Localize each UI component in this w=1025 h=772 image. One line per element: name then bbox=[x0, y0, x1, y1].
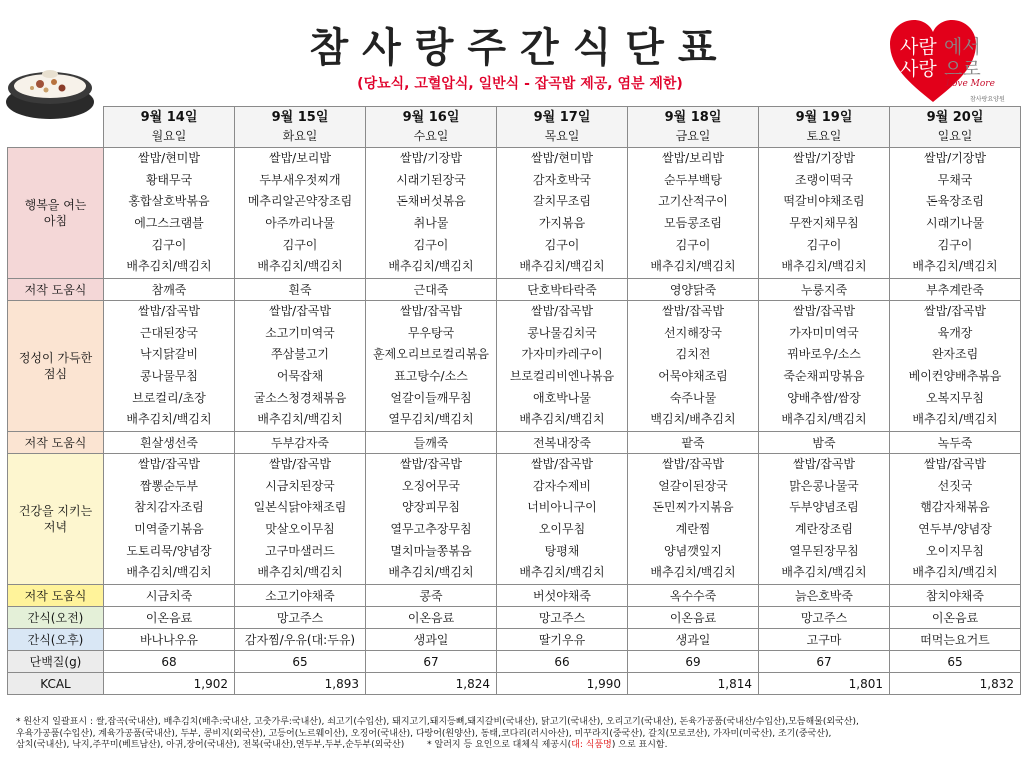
menu-item: 굴소스청경채볶음 bbox=[253, 390, 347, 405]
row-cell: 망고주스 bbox=[497, 607, 628, 629]
day-header bbox=[235, 107, 366, 148]
meal-cell bbox=[759, 301, 890, 432]
day-date: 9월 15일 bbox=[271, 110, 329, 125]
meal-cell bbox=[366, 301, 497, 432]
day-date: 9월 19일 bbox=[795, 110, 853, 125]
logo-tagline: Love More bbox=[946, 79, 995, 89]
row-label: 단백질(g) bbox=[8, 651, 104, 673]
meal-cell bbox=[235, 454, 366, 585]
menu-item: 미역줄기볶음 bbox=[134, 522, 204, 536]
menu-item: 두부양념조림 bbox=[789, 500, 859, 515]
page-subtitle: (당뇨식, 고혈압식, 일반식 - 잡곡밥 제공, 염분 제한) bbox=[357, 76, 683, 92]
row-label: KCAL bbox=[8, 673, 104, 695]
menu-item: 쌀밥/기장밥 bbox=[399, 151, 462, 166]
menu-item: 배추김치/백김치 bbox=[912, 565, 998, 580]
day-weekday: 일요일 bbox=[937, 129, 973, 143]
menu-item: 가자미미역국 bbox=[789, 325, 859, 340]
row-cell: 생과일 bbox=[366, 629, 497, 651]
menu-item: 햄감자채볶음 bbox=[920, 500, 990, 515]
menu-item: 쌀밥/잡곡밥 bbox=[923, 457, 986, 472]
row-cell: 부추계란죽 bbox=[890, 279, 1021, 301]
day-date: 9월 18일 bbox=[664, 110, 722, 125]
row-cell: 녹두죽 bbox=[890, 432, 1021, 454]
menu-item: 홍합살호박볶음 bbox=[128, 194, 210, 209]
row-cell: 참치야채죽 bbox=[890, 585, 1021, 607]
logo-word-1: 사람 bbox=[900, 36, 937, 58]
menu-item: 배추김치/백김치 bbox=[781, 259, 867, 274]
menu-item: 백김치/배추김치 bbox=[650, 412, 736, 427]
menu-item: 쌀밥/잡곡밥 bbox=[137, 457, 200, 472]
menu-item: 배추김치/백김치 bbox=[519, 259, 605, 274]
menu-item: 꿔바로우/소스 bbox=[787, 347, 861, 362]
row-cell: 감자찜/우유(대:두유) bbox=[235, 629, 366, 651]
menu-item: 시래기된장국 bbox=[396, 172, 466, 187]
menu-item: 쌀밥/보리밥 bbox=[661, 151, 724, 166]
menu-item: 얼갈이들깨무침 bbox=[390, 390, 472, 405]
row-cell: 누룽지죽 bbox=[759, 279, 890, 301]
meal-cell bbox=[497, 148, 628, 279]
meal-cell bbox=[235, 301, 366, 432]
menu-item: 계란장조림 bbox=[795, 522, 853, 536]
menu-item: 배추김치/백김치 bbox=[257, 259, 343, 274]
menu-item: 탕평채 bbox=[544, 543, 580, 558]
menu-item: 가자미카레구이 bbox=[521, 347, 603, 362]
day-weekday: 월요일 bbox=[151, 129, 187, 143]
menu-item: 쌀밥/잡곡밥 bbox=[530, 304, 593, 319]
menu-item: 배추김치/백김치 bbox=[781, 412, 867, 427]
row-cell: 흰살생선죽 bbox=[104, 432, 235, 454]
menu-item: 맛살오이무침 bbox=[265, 522, 335, 536]
meal-cell bbox=[759, 454, 890, 585]
row-cell: 두부감자죽 bbox=[235, 432, 366, 454]
meal-label bbox=[8, 148, 104, 279]
weekly-menu-table bbox=[7, 106, 1021, 695]
menu-item: 김구이 bbox=[151, 237, 187, 252]
menu-item: 선짓국 bbox=[937, 478, 973, 493]
row-cell: 들깨죽 bbox=[366, 432, 497, 454]
row-cell: 밤죽 bbox=[759, 432, 890, 454]
menu-item: 쌀밥/현미밥 bbox=[137, 151, 200, 166]
row-cell: 68 bbox=[104, 651, 235, 673]
day-header bbox=[497, 107, 628, 148]
menu-item: 선지해장국 bbox=[664, 325, 722, 340]
menu-item: 멸치마늘쫑볶음 bbox=[390, 543, 472, 558]
meal-cell bbox=[366, 148, 497, 279]
menu-item: 쌀밥/잡곡밥 bbox=[530, 457, 593, 472]
row-cell: 전복내장죽 bbox=[497, 432, 628, 454]
lunch-row bbox=[8, 301, 1021, 432]
menu-item: 김구이 bbox=[413, 237, 449, 252]
menu-item: 죽순채피망볶음 bbox=[783, 369, 865, 383]
meal-label bbox=[8, 301, 104, 432]
row-cell: 소고기야채죽 bbox=[235, 585, 366, 607]
row-label: 저작 도움식 bbox=[8, 432, 104, 454]
row-cell: 옥수수죽 bbox=[628, 585, 759, 607]
menu-item: 배추김치/백김치 bbox=[388, 259, 474, 274]
menu-item: 소고기미역국 bbox=[265, 325, 335, 340]
notes-allergy-text-end: ) 으로 표시함. bbox=[611, 740, 668, 750]
row-cell: 1,893 bbox=[235, 673, 366, 695]
menu-item: 고기산적구이 bbox=[658, 194, 728, 209]
logo-word-2: 에서 bbox=[944, 36, 981, 58]
menu-item: 에그스크램블 bbox=[134, 216, 204, 230]
breakfast-row bbox=[8, 148, 1021, 279]
notes-line-3-origin: 삼치(국내산), 낙지,주꾸미(베트남산), 아귀,장어(국내산), 전복(국내산),연두부,두부,순두부(외국산) bbox=[16, 740, 405, 750]
row-label: 간식(오후) bbox=[8, 629, 104, 651]
menu-item: 쌀밥/잡곡밥 bbox=[661, 304, 724, 319]
row-label: 간식(오전) bbox=[8, 607, 104, 629]
origin-notes bbox=[16, 717, 1016, 752]
row-cell: 1,990 bbox=[497, 673, 628, 695]
menu-item: 짬뽕순두부 bbox=[140, 478, 198, 493]
day-header bbox=[366, 107, 497, 148]
menu-item: 맑은콩나물국 bbox=[789, 478, 859, 493]
meal-cell bbox=[890, 454, 1021, 585]
menu-item: 김치전 bbox=[675, 347, 711, 362]
row-cell: 망고주스 bbox=[235, 607, 366, 629]
meal-cell bbox=[104, 148, 235, 279]
menu-item: 오이무침 bbox=[538, 522, 586, 536]
menu-item: 배추김치/백김치 bbox=[519, 565, 605, 580]
menu-item: 열무김치/백김치 bbox=[388, 412, 474, 427]
snack-am-row bbox=[8, 607, 1021, 629]
row-cell: 1,824 bbox=[366, 673, 497, 695]
menu-item: 배추김치/백김치 bbox=[257, 412, 343, 427]
meal-cell bbox=[104, 454, 235, 585]
menu-item: 쌀밥/현미밥 bbox=[530, 151, 593, 166]
menu-item: 배추김치/백김치 bbox=[257, 565, 343, 580]
menu-item: 김구이 bbox=[544, 237, 580, 252]
menu-item: 배추김치/백김치 bbox=[781, 565, 867, 580]
menu-item: 취나물 bbox=[413, 216, 449, 230]
meal-cell bbox=[628, 148, 759, 279]
row-cell: 떠먹는요거트 bbox=[890, 629, 1021, 651]
notes-line-1: * 원산지 일괄표시 : 쌀,잡곡(국내산), 배추김치(배추:국내산, 고춧가루:국내산), 쇠고기(수입산), 돼지고기,돼지등뼈,돼지갈비(국내산), 닭고기(국내산), 오리고기(국내산), 돈육가공품(국내산/수입산),모듬해물(외국산), bbox=[16, 717, 859, 727]
menu-item: 숙주나물 bbox=[669, 390, 717, 405]
menu-item: 아주까리나물 bbox=[265, 216, 335, 230]
day-date: 9월 20일 bbox=[926, 110, 984, 125]
row-cell: 바나나우유 bbox=[104, 629, 235, 651]
logo-word-3: 사랑 bbox=[900, 58, 937, 80]
menu-item: 갈치무조림 bbox=[533, 194, 591, 209]
menu-item: 무짠지채무침 bbox=[789, 216, 859, 230]
row-cell: 67 bbox=[759, 651, 890, 673]
menu-item: 연두부/양념장 bbox=[918, 522, 992, 536]
menu-item: 떡갈비야채조림 bbox=[783, 194, 865, 209]
menu-item: 감자호박국 bbox=[533, 172, 591, 187]
menu-item: 쌀밥/잡곡밥 bbox=[792, 304, 855, 319]
meal-cell bbox=[104, 301, 235, 432]
notes-allergy-marker: 대: 식품명 bbox=[571, 740, 612, 750]
menu-item: 조랭이떡국 bbox=[795, 172, 853, 187]
menu-item: 브로컬리/초장 bbox=[132, 390, 206, 405]
row-label: 저작 도움식 bbox=[8, 585, 104, 607]
menu-item: 배추김치/백김치 bbox=[519, 412, 605, 427]
menu-item: 애호박나물 bbox=[533, 390, 591, 405]
menu-item: 무채국 bbox=[937, 172, 973, 187]
row-cell: 근대죽 bbox=[366, 279, 497, 301]
menu-item: 순두부백탕 bbox=[664, 172, 722, 187]
row-cell: 65 bbox=[235, 651, 366, 673]
row-cell: 딸기우유 bbox=[497, 629, 628, 651]
menu-item: 쌀밥/잡곡밥 bbox=[399, 304, 462, 319]
menu-item: 양념깻잎지 bbox=[664, 543, 722, 558]
day-weekday: 토요일 bbox=[806, 129, 842, 143]
menu-item: 오복지무침 bbox=[926, 390, 984, 405]
protein-row bbox=[8, 651, 1021, 673]
menu-item: 김구이 bbox=[806, 237, 842, 252]
row-cell: 1,814 bbox=[628, 673, 759, 695]
menu-item: 모듬콩조림 bbox=[664, 216, 722, 230]
menu-item: 참치감자조림 bbox=[134, 500, 204, 515]
menu-item: 배추김치/백김치 bbox=[912, 412, 998, 427]
menu-item: 도토리묵/양념장 bbox=[126, 543, 212, 558]
row-cell: 이온음료 bbox=[890, 607, 1021, 629]
menu-item: 열무고추장무침 bbox=[390, 522, 472, 536]
meal-label-line: 저녁 bbox=[43, 520, 68, 534]
meal-label-line: 행복을 여는 bbox=[24, 198, 87, 212]
menu-item: 어묵야채조림 bbox=[658, 369, 728, 383]
porridge-row-dinner bbox=[8, 585, 1021, 607]
meal-cell bbox=[366, 454, 497, 585]
day-weekday: 화요일 bbox=[282, 129, 318, 143]
logo-org-name: 참사랑요양원 bbox=[970, 96, 1005, 103]
menu-item: 고구마샐러드 bbox=[265, 543, 335, 558]
menu-item: 김구이 bbox=[675, 237, 711, 252]
menu-item: 감자수제비 bbox=[533, 478, 591, 493]
menu-item: 열무된장무침 bbox=[789, 543, 859, 558]
row-cell: 66 bbox=[497, 651, 628, 673]
meal-cell bbox=[890, 148, 1021, 279]
menu-item: 완자조림 bbox=[931, 347, 979, 362]
day-header-row bbox=[8, 107, 1021, 148]
logo bbox=[888, 18, 1018, 106]
menu-item: 김구이 bbox=[282, 237, 318, 252]
menu-item: 얼갈이된장국 bbox=[658, 478, 728, 493]
menu-item: 배추김치/백김치 bbox=[126, 412, 212, 427]
row-cell: 고구마 bbox=[759, 629, 890, 651]
menu-item: 브로컬리비엔나볶음 bbox=[509, 369, 615, 383]
meal-cell bbox=[759, 148, 890, 279]
day-weekday: 목요일 bbox=[544, 129, 580, 143]
notes-allergy-text: * 알러지 등 요인으로 대체식 제공시( bbox=[427, 740, 572, 750]
meal-cell bbox=[628, 301, 759, 432]
menu-item: 쌀밥/기장밥 bbox=[923, 151, 986, 166]
menu-item: 메추리알곤약장조림 bbox=[247, 194, 353, 209]
menu-item: 오징어무국 bbox=[402, 478, 460, 493]
menu-item: 가지볶음 bbox=[538, 216, 586, 230]
notes-line-2: 우육가공품(수입산), 계육가공품(국내산), 두부, 콩비지(외국산), 고등어(노르웨이산), 오징어(국내산), 다랑어(원양산), 동태,코다리(러시아산), 미꾸라지(중국산), 갈치(모로코산), 가자미(미국산), 조기(중국산), bbox=[16, 728, 832, 739]
meal-cell bbox=[235, 148, 366, 279]
menu-item: 배추김치/백김치 bbox=[388, 565, 474, 580]
menu-item: 쌀밥/잡곡밥 bbox=[137, 304, 200, 319]
day-header bbox=[628, 107, 759, 148]
row-cell: 버섯야채죽 bbox=[497, 585, 628, 607]
day-date: 9월 17일 bbox=[533, 110, 591, 125]
menu-item: 쌀밥/잡곡밥 bbox=[661, 457, 724, 472]
menu-item: 쌀밥/잡곡밥 bbox=[268, 457, 331, 472]
menu-item: 쌀밥/잡곡밥 bbox=[792, 457, 855, 472]
menu-item: 배추김치/백김치 bbox=[126, 259, 212, 274]
row-cell: 영양닭죽 bbox=[628, 279, 759, 301]
menu-item: 너비아니구이 bbox=[527, 500, 597, 515]
menu-item: 쌀밥/잡곡밥 bbox=[268, 304, 331, 319]
meal-label-line: 점심 bbox=[43, 367, 68, 381]
menu-item: 배추김치/백김치 bbox=[650, 259, 736, 274]
row-cell: 1,801 bbox=[759, 673, 890, 695]
snack-pm-row bbox=[8, 629, 1021, 651]
menu-item: 낙지닭갈비 bbox=[140, 347, 198, 362]
meal-cell bbox=[628, 454, 759, 585]
menu-item: 황태무국 bbox=[145, 172, 193, 187]
menu-item: 쌀밥/잡곡밥 bbox=[399, 457, 462, 472]
row-cell: 늙은호박죽 bbox=[759, 585, 890, 607]
porridge-row-lunch bbox=[8, 432, 1021, 454]
menu-item: 콩나물김치국 bbox=[527, 325, 597, 340]
menu-item: 무우탕국 bbox=[407, 325, 455, 340]
row-cell: 단호박타락죽 bbox=[497, 279, 628, 301]
day-weekday: 수요일 bbox=[413, 129, 449, 143]
row-label: 저작 도움식 bbox=[8, 279, 104, 301]
porridge-row-breakfast bbox=[8, 279, 1021, 301]
meal-cell bbox=[497, 301, 628, 432]
menu-item: 어묵잡채 bbox=[276, 369, 324, 383]
menu-item: 계란찜 bbox=[675, 522, 711, 536]
menu-item: 두부새우젓찌개 bbox=[259, 172, 341, 187]
row-cell: 참깨죽 bbox=[104, 279, 235, 301]
corner-cell bbox=[8, 107, 104, 148]
row-cell: 이온음료 bbox=[628, 607, 759, 629]
row-cell: 1,832 bbox=[890, 673, 1021, 695]
row-cell: 시금치죽 bbox=[104, 585, 235, 607]
row-cell: 67 bbox=[366, 651, 497, 673]
meal-cell bbox=[497, 454, 628, 585]
row-cell: 팥죽 bbox=[628, 432, 759, 454]
day-header bbox=[104, 107, 235, 148]
menu-item: 양배추쌈/쌈장 bbox=[787, 390, 861, 405]
meal-label-line: 건강을 지키는 bbox=[18, 504, 93, 518]
day-header bbox=[759, 107, 890, 148]
page-title: 참사랑주간식단표 bbox=[309, 25, 731, 71]
menu-item: 표고탕수/소스 bbox=[394, 369, 468, 383]
menu-item: 근대된장국 bbox=[140, 325, 198, 340]
menu-item: 쌀밥/잡곡밥 bbox=[923, 304, 986, 319]
menu-item: 콩나물무침 bbox=[140, 369, 198, 383]
menu-item: 배추김치/백김치 bbox=[126, 565, 212, 580]
menu-item: 시래기나물 bbox=[926, 216, 984, 230]
row-cell: 65 bbox=[890, 651, 1021, 673]
dinner-row bbox=[8, 454, 1021, 585]
header bbox=[0, 0, 1025, 106]
day-date: 9월 14일 bbox=[140, 110, 198, 125]
row-cell: 이온음료 bbox=[366, 607, 497, 629]
menu-item: 쌀밥/보리밥 bbox=[268, 151, 331, 166]
menu-item: 베이컨양배추볶음 bbox=[908, 369, 1002, 383]
row-cell: 69 bbox=[628, 651, 759, 673]
day-date: 9월 16일 bbox=[402, 110, 460, 125]
menu-item: 육개장 bbox=[937, 325, 973, 340]
meal-cell bbox=[890, 301, 1021, 432]
notes-line-3 bbox=[16, 740, 1016, 752]
menu-item: 쭈삼불고기 bbox=[271, 347, 329, 362]
menu-item: 돈육장조림 bbox=[926, 194, 984, 209]
kcal-row bbox=[8, 673, 1021, 695]
menu-item: 오이지무침 bbox=[926, 543, 984, 558]
menu-item: 돈민찌가지볶음 bbox=[652, 500, 734, 515]
meal-label-line: 아침 bbox=[43, 214, 68, 228]
menu-item: 배추김치/백김치 bbox=[912, 259, 998, 274]
logo-word-4: 으로 bbox=[944, 58, 981, 80]
menu-item: 쌀밥/기장밥 bbox=[792, 151, 855, 166]
menu-item: 훈제오리브로컬리볶음 bbox=[373, 347, 489, 362]
row-cell: 1,902 bbox=[104, 673, 235, 695]
menu-item: 돈채버섯볶음 bbox=[396, 194, 466, 209]
menu-item: 양장피무침 bbox=[402, 500, 460, 515]
menu-item: 김구이 bbox=[937, 237, 973, 252]
menu-item: 배추김치/백김치 bbox=[650, 565, 736, 580]
day-header bbox=[890, 107, 1021, 148]
row-cell: 콩죽 bbox=[366, 585, 497, 607]
row-cell: 흰죽 bbox=[235, 279, 366, 301]
row-cell: 망고주스 bbox=[759, 607, 890, 629]
day-weekday: 금요일 bbox=[675, 129, 711, 143]
row-cell: 이온음료 bbox=[104, 607, 235, 629]
row-cell: 생과일 bbox=[628, 629, 759, 651]
meal-label-line: 정성이 가득한 bbox=[18, 351, 93, 365]
meal-label bbox=[8, 454, 104, 585]
menu-item: 시금치된장국 bbox=[265, 478, 335, 493]
menu-item: 일본식닭야채조림 bbox=[253, 500, 347, 515]
